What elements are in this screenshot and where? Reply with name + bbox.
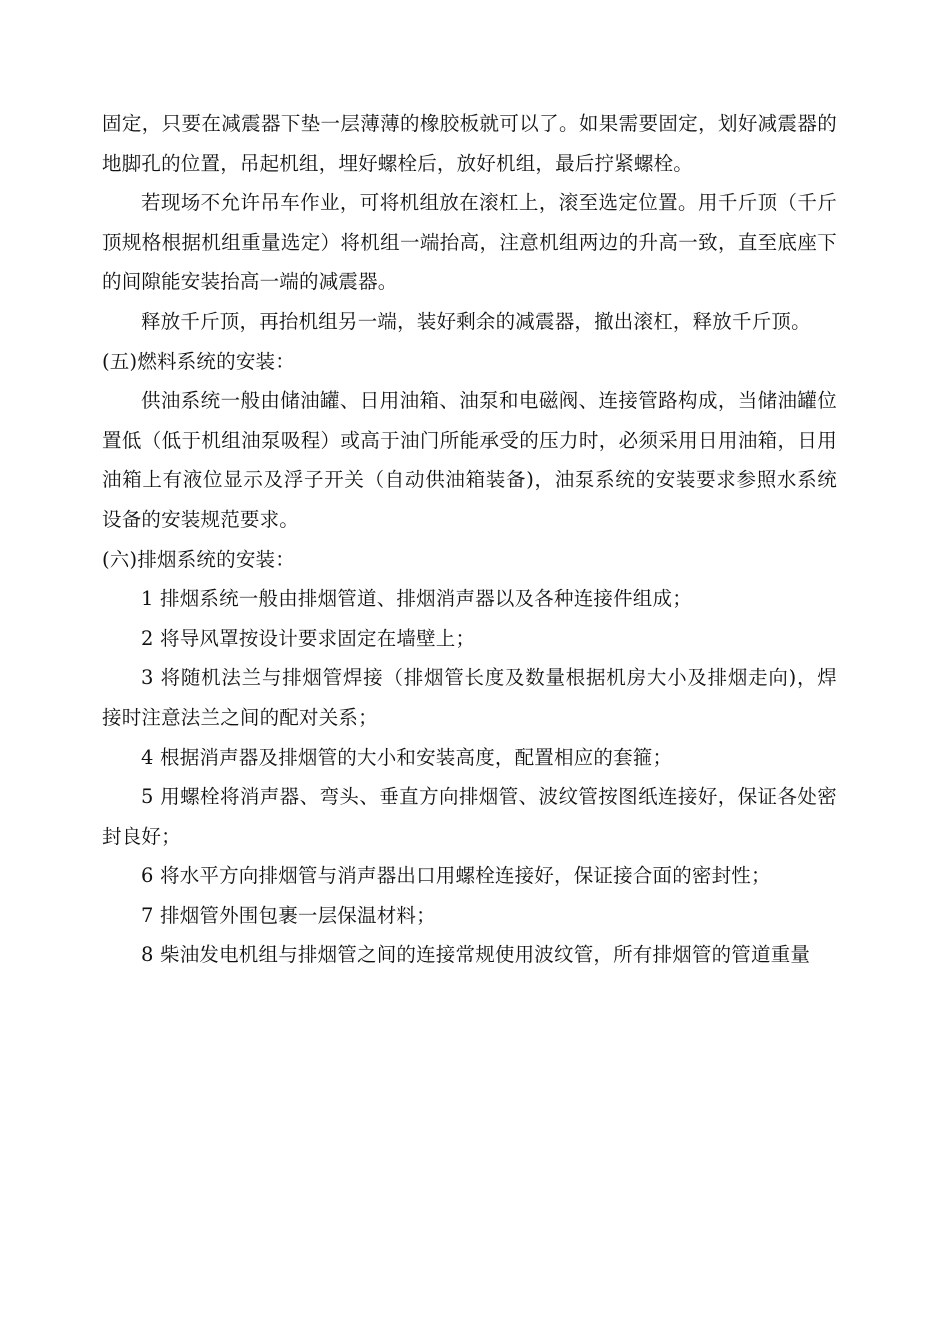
paragraph-release-jack: 释放千斤顶，再抬机组另一端，装好剩余的减震器，撤出滚杠，释放千斤顶。 [141,309,811,333]
list-item-2: 2 将导风罩按设计要求固定在墙壁上； [141,626,476,650]
list-item-4: 4 根据消声器及排烟管的大小和安装高度，配置相应的套箍； [141,745,673,769]
list-item-1: 1 排烟系统一般由排烟管道、排烟消声器以及各种连接件组成； [141,587,692,611]
section-heading-exhaust-system: (六)排烟系统的安装： [102,547,295,571]
list-item-8: 8 柴油发电机组与排烟管之间的连接常规使用波纹管，所有排烟管的管道重量 [141,943,811,967]
list-item-5: 5 用螺栓将消声器、弯头、垂直方向排烟管、波纹管按图纸连接好，保证各处密封良好； [102,785,837,848]
document-page [102,104,837,975]
paragraph-jack-lifting: 若现场不允许吊车作业，可将机组放在滚杠上，滚至选定位置。用千斤顶（千斤顶规格根据机组重量选定）将机组一端抬高，注意机组两边的升高一致，直至底座下的间隙能安装抬高一端的减震器。 [102,191,837,294]
list-item-3: 3 将随机法兰与排烟管焊接（排烟管长度及数量根据机房大小及排烟走向)，焊接时注意法兰之间的配对关系； [102,666,837,729]
list-item-7: 7 排烟管外围包裹一层保温材料； [141,903,436,927]
section-heading-fuel-system: (五)燃料系统的安装： [102,349,295,373]
paragraph-continuation: 固定，只要在减震器下垫一层薄薄的橡胶板就可以了。如果需要固定，划好减震器的地脚孔的位置，吊起机组，埋好螺栓后，放好机组，最后拧紧螺栓。 [102,112,837,175]
paragraph-fuel-supply: 供油系统一般由储油罐、日用油箱、油泵和电磁阀、连接管路构成，当储油罐位置低（低于机组油泵吸程）或高于油门所能承受的压力时，必须采用日用油箱，日用油箱上有液位显示及浮子开关（自动供油箱装备)，油泵系统的安装要求参照水系统设备的安装规范要求。 [102,389,837,531]
list-item-6: 6 将水平方向排烟管与消声器出口用螺栓连接好，保证接合面的密封性； [141,864,771,888]
